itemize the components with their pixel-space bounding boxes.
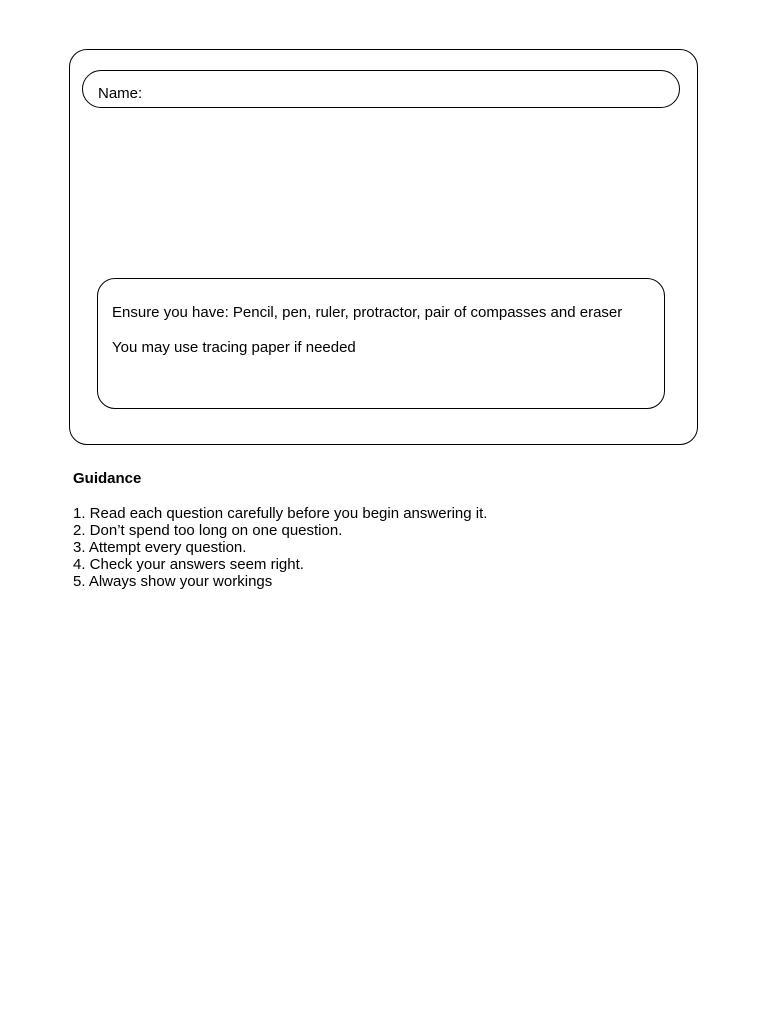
- tracing-paper-note: You may use tracing paper if needed: [112, 339, 356, 356]
- guidance-item: 2. Don’t spend too long on one question.: [73, 522, 343, 539]
- name-field[interactable]: [82, 70, 680, 108]
- guidance-item: 4. Check your answers seem right.: [73, 556, 304, 573]
- guidance-heading: Guidance: [73, 470, 142, 487]
- name-label: Name:: [98, 85, 143, 102]
- guidance-list: [73, 505, 487, 590]
- guidance-item: 3. Attempt every question.: [73, 539, 247, 556]
- guidance-item: 5. Always show your workings: [73, 573, 273, 590]
- equipment-list-text: Ensure you have: Pencil, pen, ruler, protractor, pair of compasses and eraser: [112, 304, 623, 321]
- guidance-item: 1. Read each question carefully before you begin answering it.: [73, 505, 488, 522]
- equipment-notice: [97, 278, 665, 409]
